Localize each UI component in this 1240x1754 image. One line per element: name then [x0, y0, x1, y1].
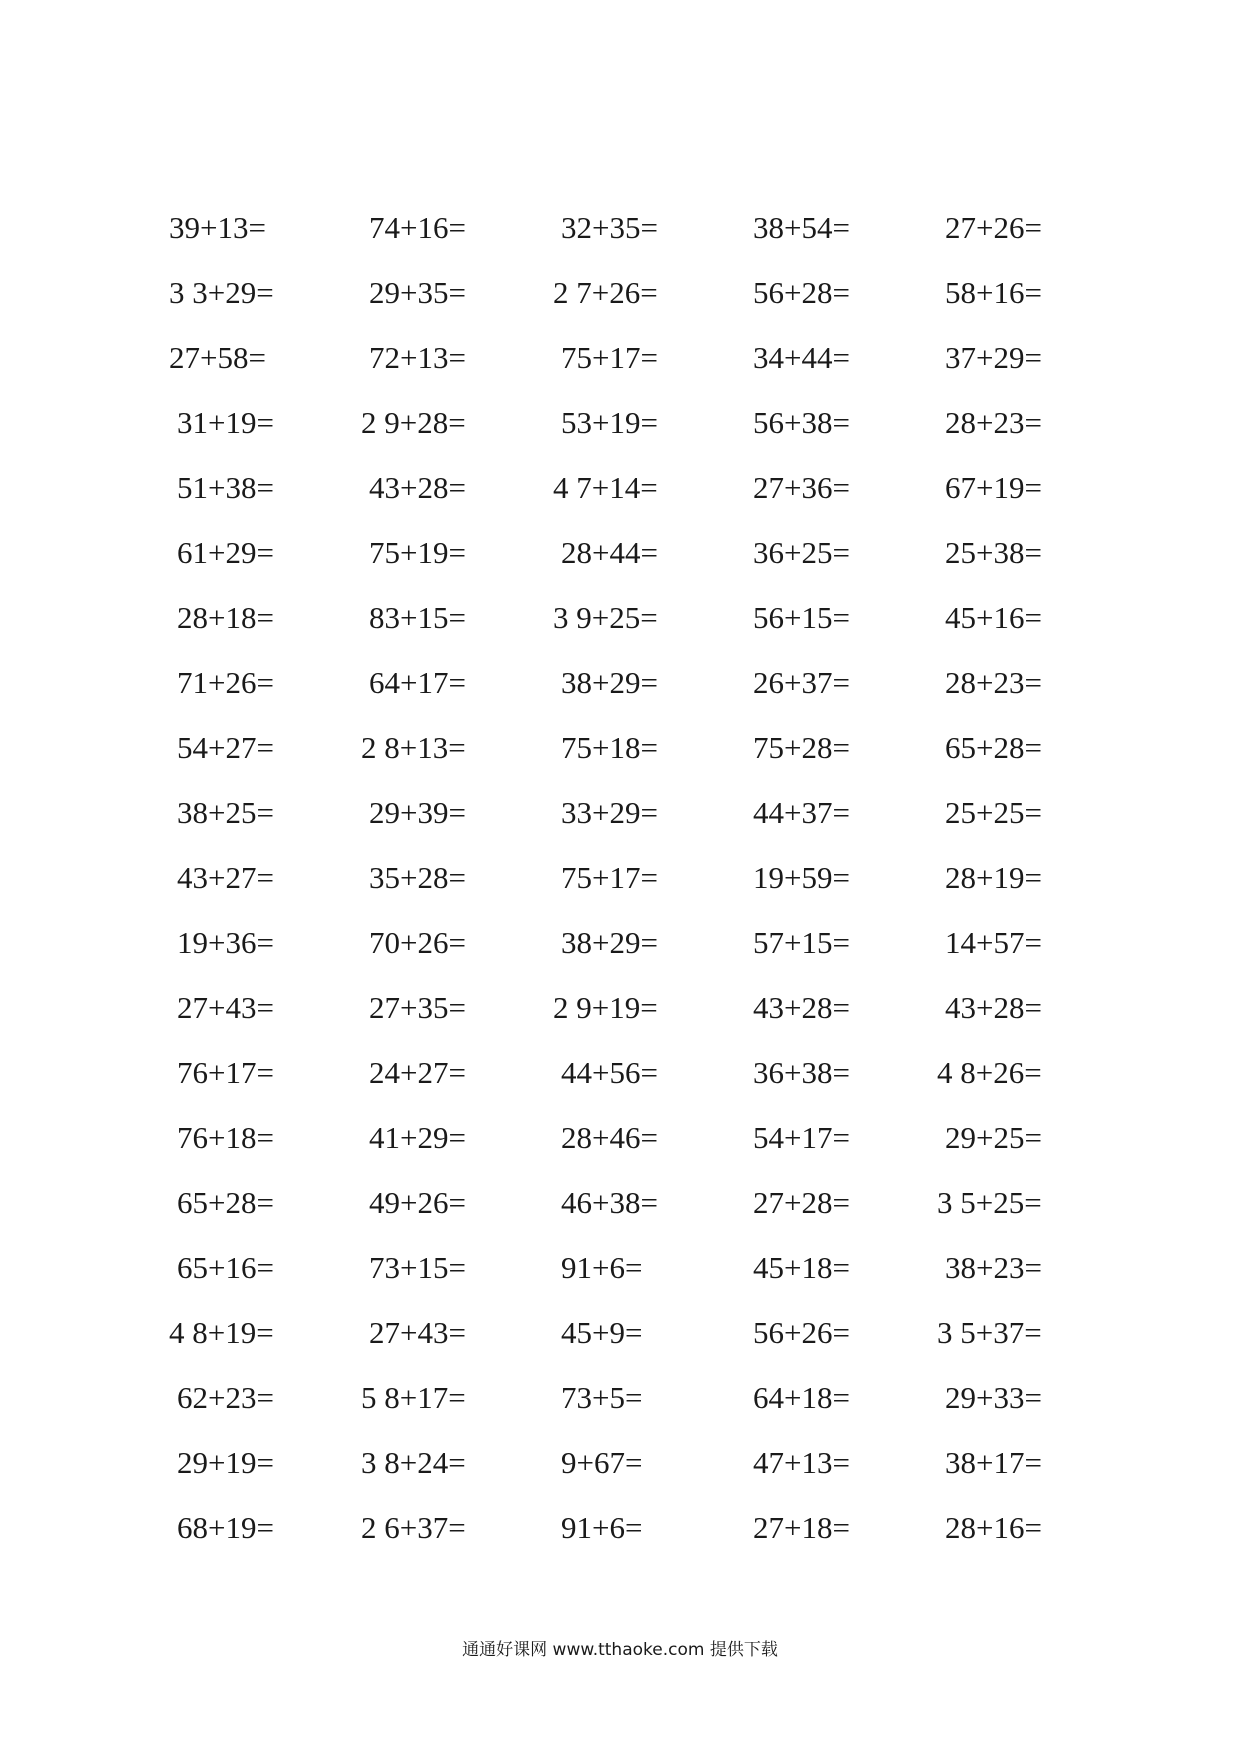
problem-item: 27+26= — [945, 210, 1042, 245]
problem-item: 46+38= — [561, 1185, 658, 1220]
problem-item: 47+13= — [753, 1445, 850, 1480]
problem-item: 73+15= — [369, 1250, 466, 1285]
problem-item: 2 7+26= — [553, 275, 658, 310]
footer-credit: 通通好课网 www.tthaoke.com 提供下载 — [462, 1640, 778, 1660]
problem-item: 3 3+29= — [169, 275, 274, 310]
problem-item: 51+38= — [177, 470, 274, 505]
problem-item: 49+26= — [369, 1185, 466, 1220]
problem-item: 27+36= — [753, 470, 850, 505]
problem-item: 45+16= — [945, 600, 1042, 635]
problem-item: 33+29= — [561, 795, 658, 830]
problem-item: 3 5+25= — [937, 1185, 1042, 1220]
problem-item: 28+44= — [561, 535, 658, 570]
problem-item: 73+5= — [561, 1380, 643, 1415]
problem-item: 36+38= — [753, 1055, 850, 1090]
problem-item: 57+15= — [753, 925, 850, 960]
problem-item: 25+25= — [945, 795, 1042, 830]
problem-item: 38+29= — [561, 665, 658, 700]
problem-item: 70+26= — [369, 925, 466, 960]
problem-item: 29+25= — [945, 1120, 1042, 1155]
problem-item: 44+37= — [753, 795, 850, 830]
problem-item: 64+18= — [753, 1380, 850, 1415]
problem-item: 4 8+26= — [937, 1055, 1042, 1090]
problem-item: 38+29= — [561, 925, 658, 960]
problem-item: 43+28= — [369, 470, 466, 505]
problem-item: 28+23= — [945, 665, 1042, 700]
problem-item: 67+19= — [945, 470, 1042, 505]
problem-item: 27+43= — [177, 990, 274, 1025]
problem-item: 28+23= — [945, 405, 1042, 440]
problem-item: 32+35= — [561, 210, 658, 245]
problem-item: 75+17= — [561, 860, 658, 895]
problem-item: 56+26= — [753, 1315, 850, 1350]
problem-item: 41+29= — [369, 1120, 466, 1155]
problem-item: 29+39= — [369, 795, 466, 830]
problem-item: 72+13= — [369, 340, 466, 375]
problem-item: 27+35= — [369, 990, 466, 1025]
problem-item: 2 6+37= — [361, 1510, 466, 1545]
problem-item: 75+28= — [753, 730, 850, 765]
problem-item: 27+18= — [753, 1510, 850, 1545]
problem-item: 45+9= — [561, 1315, 643, 1350]
problem-item: 27+58= — [169, 340, 266, 375]
problem-item: 39+13= — [169, 210, 266, 245]
problem-item: 75+19= — [369, 535, 466, 570]
problem-item: 71+26= — [177, 665, 274, 700]
problem-item: 83+15= — [369, 600, 466, 635]
problem-item: 4 8+19= — [169, 1315, 274, 1350]
problem-item: 43+28= — [945, 990, 1042, 1025]
problem-item: 64+17= — [369, 665, 466, 700]
problem-item: 29+19= — [177, 1445, 274, 1480]
problem-item: 3 9+25= — [553, 600, 658, 635]
problem-item: 76+17= — [177, 1055, 274, 1090]
problem-item: 58+16= — [945, 275, 1042, 310]
problem-item: 56+15= — [753, 600, 850, 635]
problem-item: 2 8+13= — [361, 730, 466, 765]
problem-item: 37+29= — [945, 340, 1042, 375]
problem-item: 5 8+17= — [361, 1380, 466, 1415]
problem-item: 45+18= — [753, 1250, 850, 1285]
problem-item: 14+57= — [945, 925, 1042, 960]
problem-item: 61+29= — [177, 535, 274, 570]
problem-item: 43+28= — [753, 990, 850, 1025]
problem-item: 27+28= — [753, 1185, 850, 1220]
problem-item: 53+19= — [561, 405, 658, 440]
problem-item: 38+54= — [753, 210, 850, 245]
problem-item: 38+17= — [945, 1445, 1042, 1480]
problem-item: 4 7+14= — [553, 470, 658, 505]
problem-item: 36+25= — [753, 535, 850, 570]
problem-item: 65+16= — [177, 1250, 274, 1285]
problem-item: 65+28= — [945, 730, 1042, 765]
problem-item: 38+23= — [945, 1250, 1042, 1285]
problem-item: 91+6= — [561, 1250, 643, 1285]
problem-item: 44+56= — [561, 1055, 658, 1090]
problem-item: 3 8+24= — [361, 1445, 466, 1480]
problem-item: 24+27= — [369, 1055, 466, 1090]
problem-item: 54+17= — [753, 1120, 850, 1155]
problem-item: 19+59= — [753, 860, 850, 895]
problem-item: 75+18= — [561, 730, 658, 765]
problem-item: 28+18= — [177, 600, 274, 635]
problem-item: 75+17= — [561, 340, 658, 375]
problem-item: 31+19= — [177, 405, 274, 440]
problem-item: 2 9+19= — [553, 990, 658, 1025]
problem-item: 56+28= — [753, 275, 850, 310]
problem-item: 91+6= — [561, 1510, 643, 1545]
problem-item: 29+35= — [369, 275, 466, 310]
problem-item: 9+67= — [561, 1445, 643, 1480]
problem-item: 56+38= — [753, 405, 850, 440]
problem-item: 43+27= — [177, 860, 274, 895]
problem-item: 3 5+37= — [937, 1315, 1042, 1350]
problem-item: 29+33= — [945, 1380, 1042, 1415]
problem-item: 27+43= — [369, 1315, 466, 1350]
problem-item: 34+44= — [753, 340, 850, 375]
problem-item: 28+19= — [945, 860, 1042, 895]
problem-item: 26+37= — [753, 665, 850, 700]
problem-item: 25+38= — [945, 535, 1042, 570]
problem-item: 38+25= — [177, 795, 274, 830]
problem-item: 68+19= — [177, 1510, 274, 1545]
problem-item: 28+46= — [561, 1120, 658, 1155]
problem-item: 65+28= — [177, 1185, 274, 1220]
problem-item: 35+28= — [369, 860, 466, 895]
problem-item: 54+27= — [177, 730, 274, 765]
problem-item: 74+16= — [369, 210, 466, 245]
problem-item: 28+16= — [945, 1510, 1042, 1545]
problem-item: 76+18= — [177, 1120, 274, 1155]
problem-item: 62+23= — [177, 1380, 274, 1415]
problem-item: 19+36= — [177, 925, 274, 960]
problem-item: 2 9+28= — [361, 405, 466, 440]
